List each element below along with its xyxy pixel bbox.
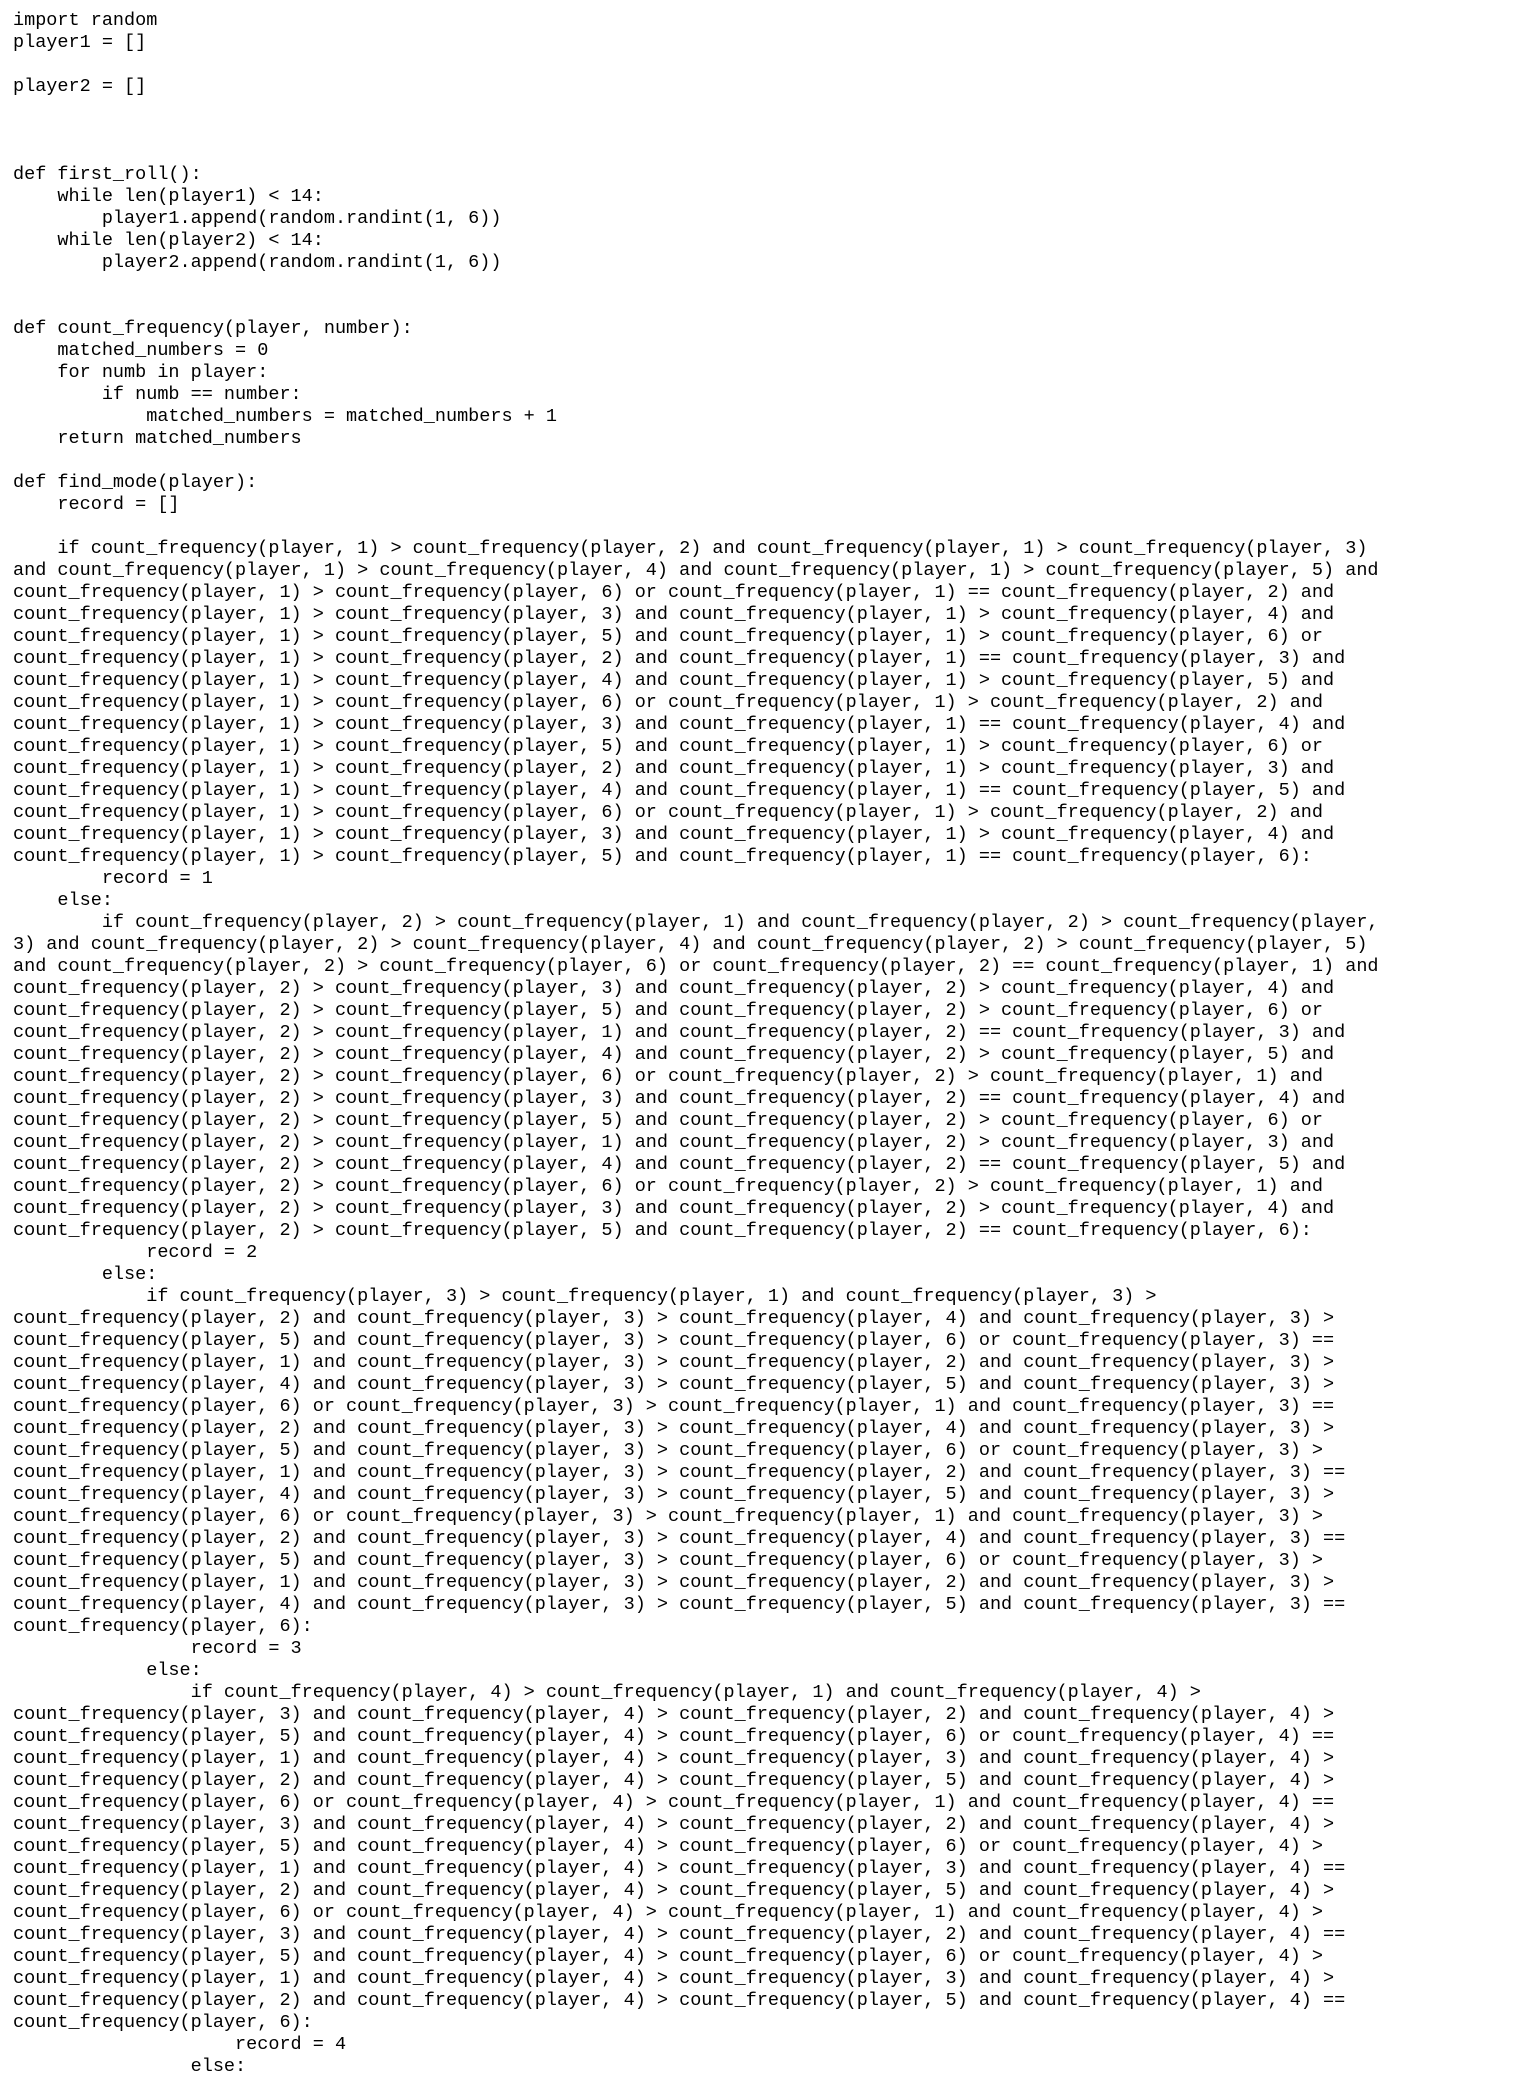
code-line: record = 3 [13, 1638, 302, 1659]
code-line: count_frequency(player, 4) and count_frequency(player, 3) > count_frequency(player, 5) and count_frequency(player, 3) > [13, 1484, 1335, 1505]
code-line: matched_numbers = matched_numbers + 1 [13, 406, 557, 427]
code-line: player1 = [] [13, 32, 147, 53]
code-line: count_frequency(player, 2) > count_frequency(player, 5) and count_frequency(player, 2) > count_frequency(player, 6) or [13, 1000, 1324, 1021]
code-line: count_frequency(player, 1) > count_frequency(player, 5) and count_frequency(player, 1) > count_frequency(player, 6) or [13, 626, 1324, 647]
code-line: if count_frequency(player, 4) > count_frequency(player, 1) and count_frequency(player, 4) > [13, 1682, 1201, 1703]
code-line: count_frequency(player, 6) or count_frequency(player, 4) > count_frequency(player, 1) and count_frequency(player, 4) > [13, 1902, 1324, 1923]
code-line: count_frequency(player, 1) > count_frequency(player, 4) and count_frequency(player, 1) > count_frequency(player, 5) and [13, 670, 1335, 691]
code-line: count_frequency(player, 1) > count_frequency(player, 4) and count_frequency(player, 1) == count_frequency(player, 5) and [13, 780, 1346, 801]
code-line: count_frequency(player, 5) and count_frequency(player, 4) > count_frequency(player, 6) or count_frequency(player, 4) > [13, 1946, 1324, 1967]
code-line: player2.append(random.randint(1, 6)) [13, 252, 502, 273]
code-line: count_frequency(player, 5) and count_frequency(player, 3) > count_frequency(player, 6) or count_frequency(player, 3) > [13, 1550, 1324, 1571]
code-line: def count_frequency(player, number): [13, 318, 413, 339]
code-line [13, 120, 1528, 142]
code-line: record = [] [13, 494, 180, 515]
code-listing [13, 10, 1528, 2078]
code-line: count_frequency(player, 2) > count_frequency(player, 4) and count_frequency(player, 2) == count_frequency(player, 5) and [13, 1154, 1346, 1175]
code-line: count_frequency(player, 4) and count_frequency(player, 3) > count_frequency(player, 5) and count_frequency(player, 3) > [13, 1374, 1335, 1395]
code-line: count_frequency(player, 2) > count_frequency(player, 5) and count_frequency(player, 2) > count_frequency(player, 6) or [13, 1110, 1324, 1131]
code-line: count_frequency(player, 2) > count_frequency(player, 6) or count_frequency(player, 2) > count_frequency(player, 1) and [13, 1066, 1324, 1087]
code-line: and count_frequency(player, 1) > count_frequency(player, 4) and count_frequency(player, 1) > count_frequency(player, 5) and [13, 560, 1379, 581]
code-line: def find_mode(player): [13, 472, 258, 493]
code-line: count_frequency(player, 6) or count_frequency(player, 4) > count_frequency(player, 1) and count_frequency(player, 4) == [13, 1792, 1335, 1813]
code-line [13, 142, 1528, 164]
code-line: count_frequency(player, 5) and count_frequency(player, 3) > count_frequency(player, 6) or count_frequency(player, 3) == [13, 1330, 1335, 1351]
code-line: count_frequency(player, 1) > count_frequency(player, 3) and count_frequency(player, 1) > count_frequency(player, 4) and [13, 604, 1335, 625]
code-line: count_frequency(player, 1) > count_frequency(player, 3) and count_frequency(player, 1) > count_frequency(player, 4) and [13, 824, 1335, 845]
code-line: return matched_numbers [13, 428, 302, 449]
code-line: if numb == number: [13, 384, 302, 405]
code-line: count_frequency(player, 6) or count_frequency(player, 3) > count_frequency(player, 1) and count_frequency(player, 3) == [13, 1396, 1335, 1417]
code-line: and count_frequency(player, 2) > count_frequency(player, 6) or count_frequency(player, 2) == count_frequency(player, 1) and [13, 956, 1379, 977]
code-line: player2 = [] [13, 76, 147, 97]
code-line [13, 516, 1528, 538]
code-line: count_frequency(player, 3) and count_frequency(player, 4) > count_frequency(player, 2) and count_frequency(player, 4) > [13, 1704, 1335, 1725]
code-line [13, 296, 1528, 318]
code-line: record = 4 [13, 2034, 347, 2055]
code-line: count_frequency(player, 1) > count_frequency(player, 5) and count_frequency(player, 1) == count_frequency(player, 6): [13, 846, 1312, 867]
code-line: count_frequency(player, 2) > count_frequency(player, 4) and count_frequency(player, 2) > count_frequency(player, 5) and [13, 1044, 1335, 1065]
code-line: count_frequency(player, 1) and count_frequency(player, 4) > count_frequency(player, 3) and count_frequency(player, 4) > [13, 1968, 1335, 1989]
code-line: record = 1 [13, 868, 213, 889]
code-line: for numb in player: [13, 362, 269, 383]
code-line: count_frequency(player, 2) > count_frequency(player, 3) and count_frequency(player, 2) == count_frequency(player, 4) and [13, 1088, 1346, 1109]
code-line: record = 2 [13, 1242, 258, 1263]
code-line: if count_frequency(player, 2) > count_frequency(player, 1) and count_frequency(player, 2) > count_frequency(player, [13, 912, 1379, 933]
code-line: count_frequency(player, 1) > count_frequency(player, 2) and count_frequency(player, 1) > count_frequency(player, 3) and [13, 758, 1335, 779]
code-line [13, 450, 1528, 472]
code-line: count_frequency(player, 1) > count_frequency(player, 6) or count_frequency(player, 1) > count_frequency(player, 2) and [13, 802, 1324, 823]
code-line: count_frequency(player, 2) > count_frequency(player, 1) and count_frequency(player, 2) > count_frequency(player, 3) and [13, 1132, 1335, 1153]
code-line: count_frequency(player, 2) and count_frequency(player, 3) > count_frequency(player, 4) and count_frequency(player, 3) > [13, 1308, 1335, 1329]
code-line: count_frequency(player, 2) and count_frequency(player, 4) > count_frequency(player, 5) and count_frequency(player, 4) > [13, 1880, 1335, 1901]
code-line: else: [13, 2056, 247, 2077]
code-line: count_frequency(player, 2) > count_frequency(player, 5) and count_frequency(player, 2) == count_frequency(player, 6): [13, 1220, 1312, 1241]
code-line: count_frequency(player, 2) > count_frequency(player, 6) or count_frequency(player, 2) > count_frequency(player, 1) and [13, 1176, 1324, 1197]
code-line: count_frequency(player, 2) and count_frequency(player, 4) > count_frequency(player, 5) and count_frequency(player, 4) == [13, 1990, 1346, 2011]
code-line: def first_roll(): [13, 164, 202, 185]
code-line: if count_frequency(player, 1) > count_frequency(player, 2) and count_frequency(player, 1) > count_frequency(player, 3) [13, 538, 1368, 559]
code-line: 3) and count_frequency(player, 2) > count_frequency(player, 4) and count_frequency(player, 2) > count_frequency(player, 5) [13, 934, 1368, 955]
code-line: count_frequency(player, 2) and count_frequency(player, 3) > count_frequency(player, 4) and count_frequency(player, 3) == [13, 1528, 1346, 1549]
code-line: if count_frequency(player, 3) > count_frequency(player, 1) and count_frequency(player, 3) > [13, 1286, 1157, 1307]
code-line: count_frequency(player, 1) > count_frequency(player, 6) or count_frequency(player, 1) > count_frequency(player, 2) and [13, 692, 1324, 713]
code-line [13, 54, 1528, 76]
code-line: count_frequency(player, 2) > count_frequency(player, 3) and count_frequency(player, 2) > count_frequency(player, 4) and [13, 978, 1335, 999]
code-line: else: [13, 1660, 202, 1681]
code-line: count_frequency(player, 1) and count_frequency(player, 4) > count_frequency(player, 3) and count_frequency(player, 4) > [13, 1748, 1335, 1769]
code-line: count_frequency(player, 1) > count_frequency(player, 6) or count_frequency(player, 1) == count_frequency(player, 2) and [13, 582, 1335, 603]
code-line: else: [13, 1264, 158, 1285]
code-line: count_frequency(player, 5) and count_frequency(player, 4) > count_frequency(player, 6) or count_frequency(player, 4) > [13, 1836, 1324, 1857]
code-line: player1.append(random.randint(1, 6)) [13, 208, 502, 229]
code-line: count_frequency(player, 6): [13, 2012, 313, 2033]
code-line: count_frequency(player, 3) and count_frequency(player, 4) > count_frequency(player, 2) and count_frequency(player, 4) > [13, 1814, 1335, 1835]
code-line: else: [13, 890, 113, 911]
code-line: count_frequency(player, 3) and count_frequency(player, 4) > count_frequency(player, 2) and count_frequency(player, 4) == [13, 1924, 1346, 1945]
code-line: count_frequency(player, 1) and count_frequency(player, 4) > count_frequency(player, 3) and count_frequency(player, 4) == [13, 1858, 1346, 1879]
code-line: count_frequency(player, 5) and count_frequency(player, 4) > count_frequency(player, 6) or count_frequency(player, 4) == [13, 1726, 1335, 1747]
code-line: count_frequency(player, 4) and count_frequency(player, 3) > count_frequency(player, 5) and count_frequency(player, 3) == [13, 1594, 1346, 1615]
code-line: count_frequency(player, 6) or count_frequency(player, 3) > count_frequency(player, 1) and count_frequency(player, 3) > [13, 1506, 1324, 1527]
code-line: count_frequency(player, 1) and count_frequency(player, 3) > count_frequency(player, 2) and count_frequency(player, 3) > [13, 1572, 1335, 1593]
code-line: matched_numbers = 0 [13, 340, 269, 361]
code-line: while len(player1) < 14: [13, 186, 324, 207]
code-line: count_frequency(player, 1) and count_frequency(player, 3) > count_frequency(player, 2) and count_frequency(player, 3) == [13, 1462, 1346, 1483]
code-line: count_frequency(player, 1) > count_frequency(player, 2) and count_frequency(player, 1) == count_frequency(player, 3) and [13, 648, 1346, 669]
code-line: count_frequency(player, 2) and count_frequency(player, 4) > count_frequency(player, 5) and count_frequency(player, 4) > [13, 1770, 1335, 1791]
code-line: count_frequency(player, 1) > count_frequency(player, 5) and count_frequency(player, 1) > count_frequency(player, 6) or [13, 736, 1324, 757]
code-line: count_frequency(player, 5) and count_frequency(player, 3) > count_frequency(player, 6) or count_frequency(player, 3) > [13, 1440, 1324, 1461]
code-line: count_frequency(player, 1) > count_frequency(player, 3) and count_frequency(player, 1) == count_frequency(player, 4) and [13, 714, 1346, 735]
code-line: count_frequency(player, 2) > count_frequency(player, 3) and count_frequency(player, 2) > count_frequency(player, 4) and [13, 1198, 1335, 1219]
code-line: count_frequency(player, 2) and count_frequency(player, 3) > count_frequency(player, 4) and count_frequency(player, 3) > [13, 1418, 1335, 1439]
code-line: while len(player2) < 14: [13, 230, 324, 251]
code-line: import random [13, 10, 158, 31]
code-line [13, 98, 1528, 120]
code-line: count_frequency(player, 6): [13, 1616, 313, 1637]
code-line: count_frequency(player, 1) and count_frequency(player, 3) > count_frequency(player, 2) and count_frequency(player, 3) > [13, 1352, 1335, 1373]
code-line: count_frequency(player, 2) > count_frequency(player, 1) and count_frequency(player, 2) == count_frequency(player, 3) and [13, 1022, 1346, 1043]
code-line [13, 274, 1528, 296]
